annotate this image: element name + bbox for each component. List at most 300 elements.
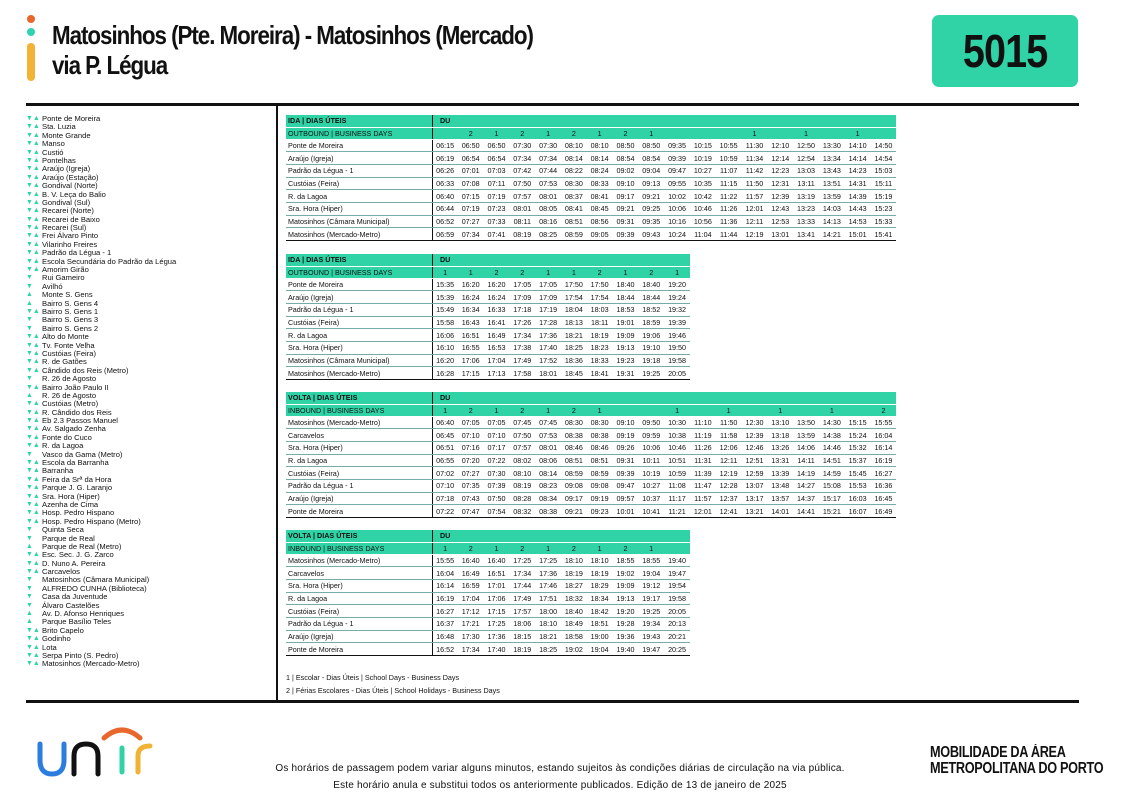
trip-note: 1 [484, 404, 510, 416]
departure-time: 14:43 [845, 202, 871, 215]
departure-time: 09:35 [664, 139, 690, 152]
direction-arrows-icon: ▲ [26, 391, 33, 399]
table-row [286, 228, 896, 241]
timetable-outbound-2 [286, 254, 690, 380]
departure-time: 11:26 [716, 202, 742, 215]
departure-time: 19:09 [613, 579, 639, 592]
departure-time: 12:53 [767, 215, 793, 228]
departure-time: 18:06 [509, 617, 535, 630]
departure-time: 13:18 [767, 429, 793, 442]
stop-name: Cândido dos Reis (Metro) [42, 365, 129, 375]
direction-arrows-icon: ▼▲ [26, 207, 40, 215]
direction-arrows-icon: ▼ [26, 526, 33, 534]
trip-note: 1 [664, 404, 690, 416]
departure-time: 14:27 [793, 479, 819, 492]
departure-time: 19:40 [613, 643, 639, 656]
route-title-line1: Matosinhos (Pte. Moreira) - Matosinhos (Mercado) [52, 20, 533, 50]
stop-name: Custóias (Feira) [42, 348, 97, 358]
header-cell [561, 254, 587, 266]
departure-time: 11:39 [690, 467, 716, 480]
table-row [286, 177, 896, 190]
direction-arrows-icon: ▼ [26, 316, 33, 324]
departure-time: 14:10 [845, 139, 871, 152]
departure-time: 16:59 [458, 579, 484, 592]
departure-time: 16:06 [432, 329, 458, 342]
departure-time: 18:15 [509, 630, 535, 643]
departure-time: 12:11 [716, 454, 742, 467]
departure-time: 14:13 [819, 215, 845, 228]
row-stop-name: Sra. Hora (Hiper) [286, 441, 432, 454]
departure-time: 09:26 [613, 441, 639, 454]
stop-name: B. V. Leça do Balio [42, 189, 106, 199]
table-subheader-row [286, 127, 896, 139]
direction-arrows-icon: ▼▲ [26, 484, 40, 492]
departure-time: 08:32 [509, 505, 535, 518]
departure-time: 11:17 [664, 492, 690, 505]
row-stop-name: Carcavelos [286, 567, 432, 580]
departure-time: 16:49 [484, 329, 510, 342]
departure-time: 09:21 [561, 505, 587, 518]
trip-note: 1 [638, 542, 664, 554]
departure-time: 16:48 [432, 630, 458, 643]
stop-name: Serpa Pinto (S. Pedro) [42, 651, 119, 660]
trip-note: 2 [509, 542, 535, 554]
stop-name: Bairro S. Gens 4 [42, 298, 99, 308]
trip-note: 1 [664, 266, 690, 278]
departure-time: 14:50 [871, 139, 897, 152]
departure-time: 19:54 [664, 579, 690, 592]
row-stop-name: Padrão da Légua - 1 [286, 303, 432, 316]
departure-time: 16:34 [458, 303, 484, 316]
direction-arrows-icon: ▼ [26, 593, 33, 601]
departure-time: 14:01 [767, 505, 793, 518]
departure-time: 11:58 [716, 429, 742, 442]
row-stop-name: Araújo (Igreja) [286, 291, 432, 304]
departure-time: 10:41 [638, 505, 664, 518]
departure-time: 16:19 [871, 454, 897, 467]
trip-note [664, 542, 690, 554]
departure-time: 07:20 [458, 454, 484, 467]
departure-time: 13:48 [767, 479, 793, 492]
departure-time: 19:50 [664, 341, 690, 354]
departure-time: 18:21 [535, 630, 561, 643]
stop-name: Vasco da Gama (Metro) [42, 449, 123, 459]
departure-time: 18:36 [561, 354, 587, 367]
direction-arrows-icon: ▼ [26, 324, 33, 332]
departure-time: 17:34 [458, 643, 484, 656]
direction-arrows-icon: ▼▲ [26, 442, 40, 450]
stop-name: Fonte do Cuco [42, 432, 92, 442]
table-row [286, 190, 896, 203]
departure-time: 07:39 [484, 479, 510, 492]
departure-time: 09:23 [587, 505, 613, 518]
direction-arrows-icon: ▼ [26, 534, 33, 542]
departure-time: 17:28 [535, 316, 561, 329]
departure-time: 12:39 [742, 429, 768, 442]
departure-time: 18:03 [587, 303, 613, 316]
table-row [286, 316, 690, 329]
table-row [286, 341, 690, 354]
stop-name: Rui Gameiro [42, 273, 85, 283]
table-row [286, 329, 690, 342]
departure-time: 14:31 [845, 177, 871, 190]
departure-time: 08:30 [561, 177, 587, 190]
direction-arrows-icon: ▼▲ [26, 408, 40, 416]
departure-time: 17:18 [509, 303, 535, 316]
table-direction-subtitle: INBOUND | BUSINESS DAYS [286, 542, 432, 554]
trip-note [690, 404, 716, 416]
departure-time: 09:39 [613, 467, 639, 480]
departure-time: 11:08 [664, 479, 690, 492]
departure-time: 19:36 [613, 630, 639, 643]
departure-time: 19:20 [664, 278, 690, 291]
departure-time: 16:10 [432, 341, 458, 354]
departure-time: 06:51 [432, 441, 458, 454]
row-stop-name: Custóias (Feira) [286, 316, 432, 329]
header-cell [716, 392, 742, 404]
stop-name: R. da Lagoa [42, 441, 84, 451]
departure-time: 13:30 [819, 139, 845, 152]
departure-time: 16:51 [458, 329, 484, 342]
table-subheader-row [286, 266, 690, 278]
departure-time: 10:51 [664, 454, 690, 467]
departure-time: 08:38 [535, 505, 561, 518]
departure-time: 18:00 [535, 605, 561, 618]
departure-time: 17:54 [587, 291, 613, 304]
orange-dot [27, 15, 35, 23]
stop-name: Hosp. Pedro Hispano [42, 508, 115, 518]
departure-time: 18:19 [587, 329, 613, 342]
footnotes [286, 671, 500, 697]
departure-time: 14:54 [871, 152, 897, 165]
departure-time: 11:44 [716, 228, 742, 241]
departure-time: 19:25 [638, 605, 664, 618]
table-header-row [286, 530, 690, 542]
departure-time: 17:12 [458, 605, 484, 618]
footnote-2: 2 | Férias Escolares - Dias Úteis | School Holidays - Business Days [286, 686, 500, 695]
departure-time: 09:39 [664, 152, 690, 165]
departure-time: 13:41 [793, 228, 819, 241]
departure-time: 15:55 [871, 416, 897, 429]
departure-time: 08:54 [638, 152, 664, 165]
direction-arrows-icon: ▼▲ [26, 517, 40, 525]
departure-time: 17:46 [535, 579, 561, 592]
departure-time: 08:45 [587, 202, 613, 215]
row-stop-name: Sra. Hora (Hiper) [286, 202, 432, 215]
departure-time: 06:44 [432, 202, 458, 215]
departure-time: 10:46 [690, 202, 716, 215]
departure-time: 18:25 [561, 341, 587, 354]
day-type-code: DU [432, 254, 458, 266]
departure-time: 14:38 [819, 429, 845, 442]
departure-time: 15:55 [432, 554, 458, 567]
departure-time: 14:11 [793, 454, 819, 467]
departure-time: 19:58 [664, 592, 690, 605]
stop-name: Escola Secundária do Padrão da Légua [42, 256, 177, 266]
departure-time: 15:45 [845, 467, 871, 480]
departure-time: 18:55 [613, 554, 639, 567]
departure-time: 12:14 [767, 152, 793, 165]
departure-time: 06:40 [432, 416, 458, 429]
departure-time: 08:56 [587, 215, 613, 228]
table-row [286, 567, 690, 580]
departure-time: 08:28 [509, 492, 535, 505]
trip-note [871, 127, 897, 139]
departure-time: 09:17 [561, 492, 587, 505]
departure-time: 18:11 [587, 316, 613, 329]
departure-time: 13:59 [819, 190, 845, 203]
direction-arrows-icon: ▼▲ [26, 559, 40, 567]
departure-time: 15:35 [432, 278, 458, 291]
departure-time: 17:36 [535, 329, 561, 342]
stop-name: Araújo (Igreja) [42, 164, 91, 174]
row-stop-name: Ponte de Moreira [286, 139, 432, 152]
direction-arrows-icon: ▼▲ [26, 433, 40, 441]
departure-time: 12:43 [767, 202, 793, 215]
departure-time: 13:31 [767, 454, 793, 467]
departure-time: 07:08 [458, 177, 484, 190]
departure-time: 17:49 [509, 592, 535, 605]
direction-arrows-icon: ▼ [26, 450, 33, 458]
table-row [286, 367, 690, 380]
departure-time: 10:42 [690, 190, 716, 203]
table-row [286, 139, 896, 152]
departure-time: 13:21 [742, 505, 768, 518]
trip-note: 1 [535, 266, 561, 278]
footer-line-1: Os horários de passagem podem variar alguns minutos, estando sujeitos às condições diárias de circulação na via pública. [275, 763, 845, 774]
trip-note [690, 127, 716, 139]
direction-arrows-icon: ▼▲ [26, 660, 40, 668]
brand-dots [26, 15, 36, 81]
header-cell [664, 254, 690, 266]
direction-arrows-icon: ▼▲ [26, 652, 40, 659]
stop-name: Álvaro Castelões [42, 600, 100, 610]
departure-time: 18:55 [638, 554, 664, 567]
departure-time: 07:34 [535, 152, 561, 165]
departure-time: 12:31 [767, 177, 793, 190]
header-cell [767, 115, 793, 127]
stop-name: Carcavelos [42, 567, 80, 577]
departure-time: 08:38 [587, 429, 613, 442]
stop-name: Avilhó [42, 281, 63, 291]
departure-time: 11:42 [742, 164, 768, 177]
departure-time: 19:04 [638, 567, 664, 580]
trip-note: 1 [613, 266, 639, 278]
trip-note: 1 [432, 266, 458, 278]
departure-time: 18:13 [561, 316, 587, 329]
departure-time: 10:56 [690, 215, 716, 228]
trip-note: 1 [432, 404, 458, 416]
direction-arrows-icon: ▼▲ [26, 240, 40, 248]
departure-time: 12:23 [767, 164, 793, 177]
departure-time: 16:03 [845, 492, 871, 505]
header-cell [561, 392, 587, 404]
departure-time: 08:41 [587, 190, 613, 203]
table-row [286, 354, 690, 367]
departure-time: 10:24 [664, 228, 690, 241]
departure-time: 07:10 [484, 429, 510, 442]
departure-time: 10:38 [664, 429, 690, 442]
departure-time: 16:36 [871, 479, 897, 492]
stop-name: Ponte de Moreira [42, 114, 101, 123]
stop-name: Monte S. Gens [42, 290, 93, 300]
departure-time: 14:30 [819, 416, 845, 429]
departure-time: 11:47 [690, 479, 716, 492]
departure-time: 19:47 [638, 643, 664, 656]
stop-name: R. 26 de Agosto [42, 374, 97, 384]
direction-arrows-icon: ▼▲ [26, 198, 40, 206]
trip-note: 1 [716, 404, 742, 416]
departure-time: 07:27 [458, 215, 484, 228]
departure-time: 13:23 [793, 202, 819, 215]
departure-time: 16:14 [871, 441, 897, 454]
departure-time: 08:05 [535, 202, 561, 215]
departure-time: 10:46 [664, 441, 690, 454]
departure-time: 15:37 [845, 454, 871, 467]
stop-name: R. de Gatões [42, 357, 87, 367]
row-stop-name: Ponte de Moreira [286, 505, 432, 518]
departure-time: 17:40 [484, 643, 510, 656]
row-stop-name: Ponte de Moreira [286, 278, 432, 291]
departure-time: 07:01 [458, 164, 484, 177]
departure-time: 08:30 [587, 416, 613, 429]
departure-time: 14:21 [819, 228, 845, 241]
departure-time: 09:05 [587, 228, 613, 241]
departure-time: 08:23 [535, 479, 561, 492]
stop-name: Feira da Srª da Hora [42, 474, 112, 484]
departure-time: 08:14 [535, 467, 561, 480]
departure-time: 11:21 [664, 505, 690, 518]
trip-note: 1 [587, 404, 613, 416]
departure-time: 17:06 [484, 592, 510, 605]
departure-time: 14:53 [845, 215, 871, 228]
header-cell [638, 115, 664, 127]
departure-time: 19:24 [664, 291, 690, 304]
departure-time: 18:01 [535, 367, 561, 380]
departure-time: 06:15 [432, 139, 458, 152]
departure-time: 07:17 [484, 441, 510, 454]
departure-time: 07:50 [484, 492, 510, 505]
departure-time: 09:31 [613, 215, 639, 228]
table-row [286, 429, 896, 442]
departure-time: 06:19 [432, 152, 458, 165]
departure-time: 08:10 [561, 139, 587, 152]
bottom-divider [26, 700, 1079, 703]
departure-time: 13:03 [793, 164, 819, 177]
direction-arrows-icon: ▼ [26, 576, 33, 584]
vertical-divider [276, 104, 278, 700]
departure-time: 10:37 [638, 492, 664, 505]
departure-time: 11:31 [690, 454, 716, 467]
departure-time: 07:10 [458, 429, 484, 442]
trip-note: 2 [458, 404, 484, 416]
direction-arrows-icon: ▼▲ [26, 400, 40, 408]
row-stop-name: Padrão da Légua - 1 [286, 164, 432, 177]
departure-time: 17:06 [458, 354, 484, 367]
departure-time: 10:27 [690, 164, 716, 177]
departure-time: 18:29 [587, 579, 613, 592]
departure-time: 17:50 [561, 278, 587, 291]
direction-arrows-icon: ▲ [26, 542, 33, 550]
stop-name: Eb 2.3 Passos Manuel [42, 416, 118, 426]
table-header-row [286, 254, 690, 266]
departure-time: 12:39 [767, 190, 793, 203]
direction-arrows-icon: ▼▲ [26, 417, 40, 425]
stop-name: Casa da Juventude [42, 592, 108, 602]
departure-time: 08:46 [587, 441, 613, 454]
row-stop-name: Araújo (Igreja) [286, 492, 432, 505]
table-row [286, 617, 690, 630]
departure-time: 17:30 [458, 630, 484, 643]
departure-time: 08:16 [535, 215, 561, 228]
trip-note: 1 [484, 127, 510, 139]
header-cell [509, 115, 535, 127]
header-cell [664, 530, 690, 542]
departure-time: 15:41 [871, 228, 897, 241]
departure-time: 17:34 [509, 329, 535, 342]
departure-time: 15:08 [819, 479, 845, 492]
footnote-1: 1 | Escolar - Dias Úteis | School Days - Business Days [286, 673, 460, 682]
departure-time: 15:01 [845, 228, 871, 241]
departure-time: 08:14 [561, 152, 587, 165]
departure-time: 07:54 [484, 505, 510, 518]
stop-name: Brito Capelo [42, 625, 84, 635]
stop-name: Gondival (Norte) [42, 181, 98, 191]
departure-time: 19:58 [664, 354, 690, 367]
departure-time: 08:33 [587, 177, 613, 190]
header-cell [458, 530, 484, 542]
header-cell [561, 115, 587, 127]
departure-time: 08:22 [561, 164, 587, 177]
row-stop-name: Matosinhos (Câmara Municipal) [286, 354, 432, 367]
departure-time: 18:23 [587, 341, 613, 354]
departure-time: 14:51 [819, 454, 845, 467]
stop-name: Recarei (Sul) [42, 223, 87, 233]
departure-time: 07:41 [484, 228, 510, 241]
departure-time: 10:19 [690, 152, 716, 165]
stop-name: Av. Salgado Zenha [42, 424, 106, 434]
direction-arrows-icon: ▼▲ [26, 500, 40, 508]
departure-time: 17:26 [509, 316, 535, 329]
departure-time: 19:04 [587, 643, 613, 656]
trip-note [742, 404, 768, 416]
departure-time: 15:33 [871, 215, 897, 228]
row-stop-name: Sra. Hora (Hiper) [286, 579, 432, 592]
departure-time: 18:10 [535, 617, 561, 630]
trip-note: 1 [587, 127, 613, 139]
departure-time: 09:31 [613, 454, 639, 467]
departure-time: 17:54 [561, 291, 587, 304]
departure-time: 18:44 [613, 291, 639, 304]
table-row [286, 505, 896, 518]
departure-time: 12:11 [742, 215, 768, 228]
departure-time: 06:55 [432, 454, 458, 467]
header-cell [535, 115, 561, 127]
header-cell [716, 115, 742, 127]
departure-time: 13:19 [793, 190, 819, 203]
departure-time: 07:22 [484, 454, 510, 467]
departure-time: 13:17 [742, 492, 768, 505]
departure-time: 08:46 [561, 441, 587, 454]
departure-time: 20:21 [664, 630, 690, 643]
table-direction-subtitle: OUTBOUND | BUSINESS DAYS [286, 127, 432, 139]
departure-time: 11:50 [742, 177, 768, 190]
direction-arrows-icon: ▼▲ [26, 551, 40, 559]
departure-time: 18:51 [587, 617, 613, 630]
departure-time: 17:51 [535, 592, 561, 605]
table-row [286, 479, 896, 492]
departure-time: 08:50 [613, 139, 639, 152]
